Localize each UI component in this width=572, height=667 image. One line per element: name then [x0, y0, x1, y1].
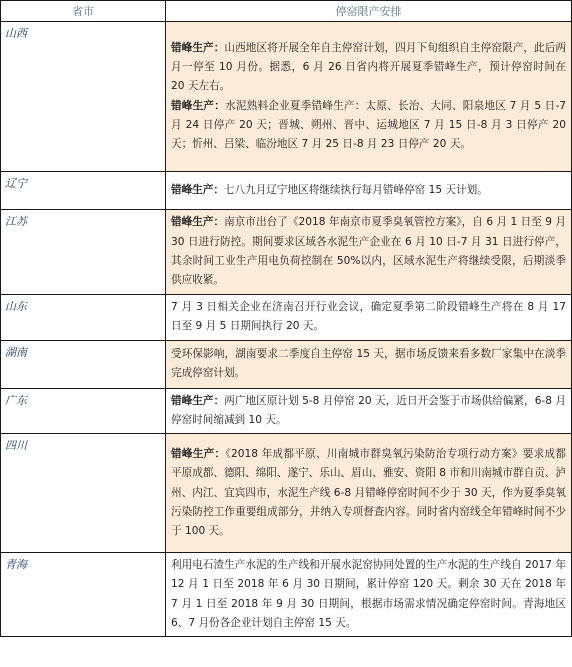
- province-cell: 山西: [1, 22, 166, 172]
- arrangement-paragraph: [171, 298, 566, 337]
- table-header-row: [1, 1, 572, 22]
- province-cell: 江苏: [1, 210, 166, 295]
- measure-text: 利用电石渣生产水泥的生产线和开展水泥窑协同处置的生产水泥的生产线自 2017 年 12 月 1 日至 2018 年 6 月 30 日期间，累计停窑 120 天。剩余 30 天在 2018 年 7 月 1 日至 2018 年 9 月 30 日期间，根据市场需求情况确定停窑时间。青海地区 6、7 月份各企业计划自主停窑 15 天。: [171, 559, 566, 630]
- header-province: 省市: [1, 1, 166, 22]
- measure-label: 错峰生产：: [171, 99, 226, 112]
- measure-text: 山西地区将开展全年自主停窑计划，四月下旬组织自主停窑限产，此后两月一停至 10 月份。据悉，6 月 26 日省内将开展夏季错峰生产，预计停窑时间在 20 天左右。: [171, 41, 566, 93]
- measure-text: 《2018 年成都平原、川南城市群臭氧污染防治专项行动方案》要求成都平原成都、德阳、绵阳、遂宁、乐山、眉山、雅安、资阳 8 市和川南城市群自贡、泸州、内江、宜宾四市，水泥生产线 6-8 月错峰停窑时间不少于 30 天，作为夏季臭氧污染防控工作重要组成部分，并纳入专项督查内容。同时省内窑线全年错峰时间不少于 100 天。: [171, 447, 567, 538]
- arrangement-cell: [166, 210, 572, 295]
- measure-label: 错峰生产：: [171, 41, 225, 54]
- table-row: [1, 295, 572, 341]
- arrangement-paragraph: [171, 345, 566, 384]
- province-cell: 广东: [1, 388, 166, 434]
- table-row: [1, 434, 572, 553]
- table-row: [1, 22, 572, 172]
- table-row: [1, 553, 572, 637]
- arrangement-paragraph: [171, 213, 566, 290]
- arrangement-paragraph: [171, 556, 566, 633]
- table-row: [1, 340, 572, 388]
- table-row: [1, 172, 572, 210]
- measure-label: 错峰生产：: [171, 394, 225, 407]
- arrangement-cell: [166, 388, 572, 434]
- arrangement-paragraph: [171, 392, 566, 431]
- arrangement-paragraph: [171, 39, 566, 97]
- measure-text: 南京市出台了《2018 年南京市夏季臭氧管控方案》，自 6 月 1 日至 9 月 30 日进行防控。期间要求区域各水泥生产企业在 6 月 10 日-7 月 31 日进行停产，其余时间工业生产用电负荷控制在 50%以内，区域水泥生产将继续受限，后期淡季供应收紧。: [171, 216, 566, 287]
- measure-text: 水泥熟料企业夏季错峰生产：太原、长治、大同、阳泉地区 7 月 5 日-7 月 24 日停产 20 天；晋城、朔州、晋中、运城地区 7 月 15 日-8 月 3 日停产 20 天；忻州、吕梁、临汾地区 7 月 25 日-8 月 23 日停产 20 天。: [171, 99, 567, 151]
- measure-text: 两广地区原计划 5-8 月停窑 20 天，近日开会鉴于市场供给偏紧，6-8 月停窑时间缩减到 10 天。: [171, 394, 567, 426]
- province-cell: 湖南: [1, 340, 166, 388]
- arrangement-cell: [166, 434, 572, 553]
- measure-label: 错峰生产：: [171, 183, 224, 196]
- arrangement-cell: [166, 295, 572, 341]
- province-cell: 四川: [1, 434, 166, 553]
- arrangement-paragraph: [171, 97, 566, 155]
- measure-text: 受环保影响，湖南要求二季度自主停窑 15 天，据市场反馈来看多数厂家集中在淡季完成停窑计划。: [171, 347, 566, 380]
- measure-text: 7 月 3 日相关企业在济南召开行业会议，确定夏季第二阶段错峰生产将在 8 月 17 日至 9 月 5 日期间执行 20 天。: [171, 301, 566, 333]
- province-cell: 青海: [1, 553, 166, 637]
- arrangement-cell: [166, 553, 572, 637]
- header-arrangement: 停窑限产安排: [166, 1, 572, 22]
- arrangement-cell: [166, 172, 572, 210]
- measure-text: 七八九月辽宁地区将继续执行每月错峰停窑 15 天计划。: [223, 183, 488, 196]
- province-cell: 辽宁: [1, 172, 166, 210]
- arrangement-cell: [166, 340, 572, 388]
- arrangement-paragraph: [171, 445, 566, 541]
- table-row: [1, 210, 572, 295]
- measure-label: 错峰生产：: [171, 216, 225, 229]
- arrangement-paragraph: [171, 181, 566, 200]
- measure-label: 错峰生产：: [171, 447, 226, 460]
- province-cell: 山东: [1, 295, 166, 341]
- arrangement-cell: [166, 22, 572, 172]
- table-row: [1, 388, 572, 434]
- table-body: [1, 22, 572, 637]
